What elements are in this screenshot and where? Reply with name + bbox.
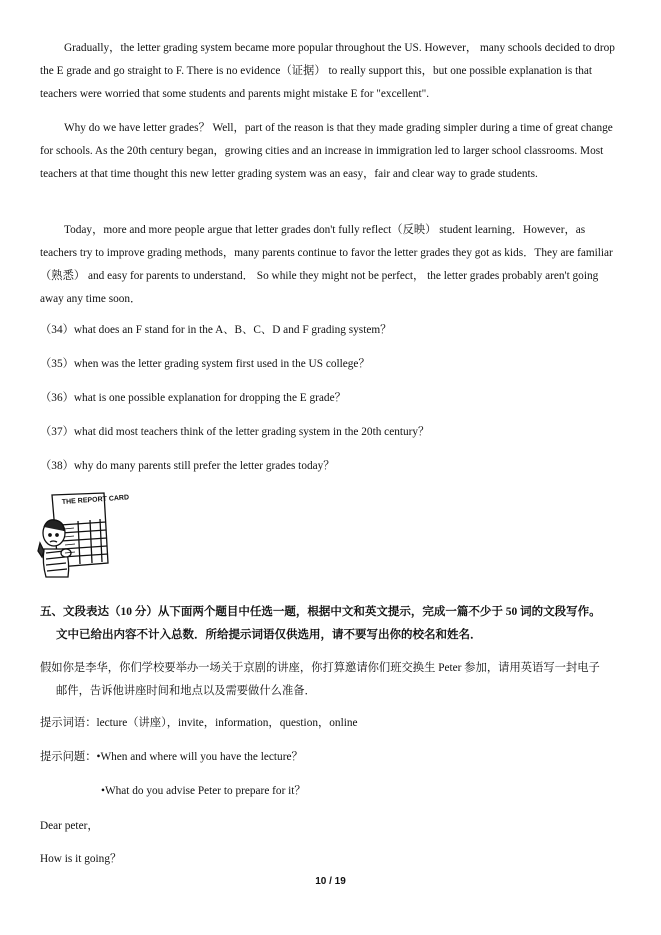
passage-paragraph-2: Why do we have letter grades？ Well，part of the reason is that they made grading simpler during a time of great change for schools. As the 20th century began，growing cities and an increase in immigration led to larger school classrooms. Most teachers at that time thought this new letter grading system was an easy，fair and clear way to grade students. — [40, 122, 613, 180]
hint-question-2: •What do you advise Peter to prepare for it？ — [101, 785, 306, 797]
section-5-title-line-2: 文中已给出内容不计入总数．所给提示词语仅供选用，请不要写出你的校名和姓名． — [56, 629, 482, 641]
question-38: （38）why do many parents still prefer the letter grades today？ — [40, 460, 335, 472]
question-36: （36）what is one possible explanation for dropping the E grade？ — [40, 392, 346, 404]
passage-paragraph-3: Today，more and more people argue that letter grades don't fully reflect（反映） student learning．However，as teachers try to improve grading methods，many parents continue to favor the letter grades they got as kids．They are familiar（熟悉） and easy for parents to understand． So while they might not be perfect， the letter grades probably aren't going away any time soon． — [40, 224, 613, 305]
writing-prompt-line-2: 邮件，告诉他讲座时间和地点以及需要做什么准备． — [56, 685, 316, 697]
hint-question-1: •When and where will you have the lecture？ — [96, 751, 303, 763]
hint-questions-label: 提示问题： — [40, 751, 97, 763]
section-5-title-line-1: 五、文段表达（10 分）从下面两个题目中任选一题，根据中文和英文提示，完成一篇不少于 50 词的文段写作。 — [40, 606, 601, 618]
section-5-title — [40, 601, 630, 647]
hint-questions — [40, 749, 303, 765]
writing-prompt — [40, 657, 630, 703]
report-card-illustration — [38, 491, 130, 581]
passage-paragraph-1: Gradually，the letter grading system became more popular throughout the US. However， many schools decided to drop the E grade and go straight to F. There is no evidence（证据） to really support this，but one possible explanation is that teachers were worried that some students and parents might mistake E for "excellent". — [40, 42, 615, 100]
letter-opening: How is it going？ — [40, 853, 122, 865]
question-37: （37）what did most teachers think of the letter grading system in the 20th century？ — [40, 426, 430, 438]
writing-prompt-line-1: 假如你是李华，你们学校要举办一场关于京剧的讲座，你打算邀请你们班交换生 Peter 参加，请用英语写一封电子 — [40, 662, 600, 674]
page-number: 10 / 19 — [315, 876, 346, 887]
question-34: （34）what does an F stand for in the A、B、C、D and F grading system？ — [40, 324, 392, 336]
report-card-title: THE REPORT CARD — [61, 494, 130, 506]
question-35: （35）when was the letter grading system first used in the US college？ — [40, 358, 370, 370]
hint-words: 提示词语：lecture（讲座），invite，information，question，online — [40, 717, 358, 729]
letter-greeting: Dear peter， — [40, 820, 99, 832]
